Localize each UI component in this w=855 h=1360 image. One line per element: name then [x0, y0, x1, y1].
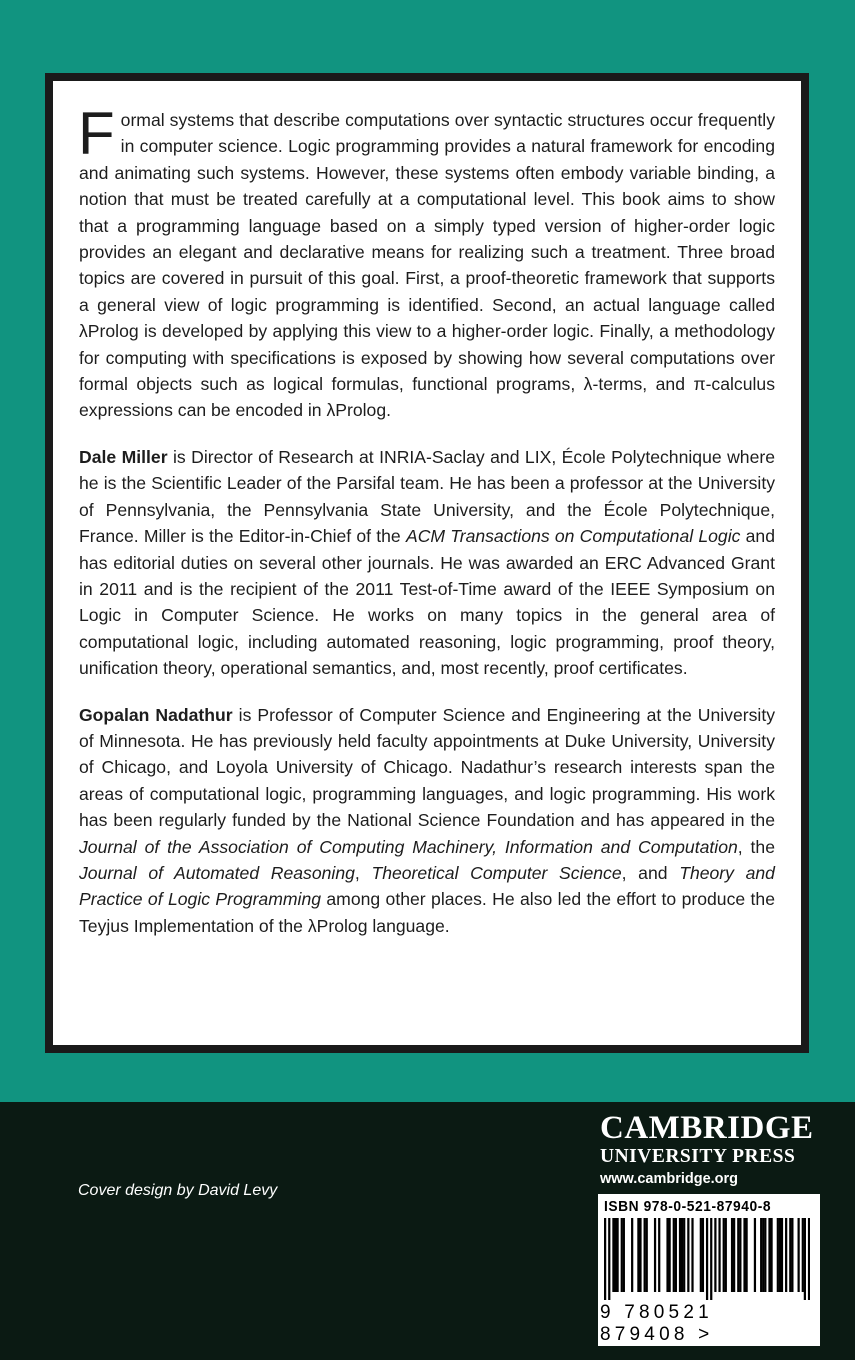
barcode-bar — [785, 1218, 787, 1292]
barcode-bar — [683, 1218, 685, 1292]
barcode-bar — [714, 1218, 716, 1292]
barcode-bar — [700, 1218, 702, 1292]
barcode-bar — [644, 1218, 646, 1292]
barcode-bar — [745, 1218, 747, 1292]
publisher-subtitle: UNIVERSITY PRESS — [600, 1146, 796, 1167]
barcode-bar — [804, 1218, 806, 1300]
barcode-bar — [614, 1218, 616, 1292]
barcode-bar — [737, 1218, 739, 1292]
author-name-miller: Dale Miller — [79, 446, 168, 467]
barcode-bar — [777, 1218, 779, 1292]
bio-miller-text-2: and has editorial duties on several other journals. He was awarded an ERC Advanced Grant in 2011 and is the recipient of the 2011 Test-of-Time award of the IEEE Symposium on Logic in Computer Science. He works on many topics in the general area of computational logic, including automated reasoning, logic programming, proof theory, unification theory, operational semantics, and, most recently, proof certificates. — [79, 526, 775, 679]
barcode-bar — [710, 1218, 712, 1300]
barcode-bar — [675, 1218, 677, 1292]
bio-nadathur-text-3: , — [354, 862, 372, 883]
barcode-bar — [687, 1218, 689, 1292]
barcode-bar — [762, 1218, 764, 1292]
barcode-bar — [673, 1218, 675, 1292]
isbn-label: ISBN 978-0-521-87940-8 — [604, 1198, 772, 1215]
barcode-icon — [604, 1218, 810, 1300]
publisher-name: CAMBRIDGE — [600, 1110, 814, 1146]
bio-nadathur-journal-3: Theoretical Computer Science — [371, 862, 622, 883]
barcode-bar — [612, 1218, 614, 1292]
barcode-bar — [654, 1218, 656, 1292]
barcode-bar — [725, 1218, 727, 1292]
text-panel-frame — [45, 73, 809, 1053]
bio-miller-text-1: is Director of Research at INRIA-Saclay and LIX, École Polytechnique where he is the Scientific Leader of the Parsifal team. He has been a professor at the University of Pennsylvania, the Pennsylvania State University, and the École Polytechnique, France. Miller is the Editor-in-Chief of the — [79, 446, 775, 547]
barcode-bar — [718, 1218, 720, 1292]
barcode-bar — [733, 1218, 735, 1292]
barcode-bar — [666, 1218, 668, 1292]
blurb-text: ormal systems that describe computations over syntactic structures occur frequently in computer science. Logic programming provides a natural framework for encoding and animating such systems. However, these systems often embody variable binding, a notion that must be treated carefully at a computational level. This book aims to show that a programming language based on a simply typed version of higher-order logic provides an elegant and declarative means for realizing such a treatment. Three broad topics are covered in pursuit of this goal. First, a proof-theoretic framework that supports a general view of logic programming is identified. Second, an actual language called λProlog is developed by applying this view to a higher-order logic. Finally, a methodology for computing with specifications is exposed by showing how several computations over formal objects such as logical formulas, functional programs, λ-terms, and π-calculus expressions can be encoded in λProlog. — [79, 110, 775, 421]
barcode-bar — [691, 1218, 693, 1292]
barcode-bar — [702, 1218, 704, 1292]
barcode-bar — [681, 1218, 683, 1292]
barcode-bar — [706, 1218, 708, 1300]
barcode-bar — [616, 1218, 618, 1292]
bio-nadathur-text-1: is Professor of Computer Science and Engineering at the University of Minnesota. He has previously held faculty appointments at Duke University, University of Chicago, and Loyola University of Chicago. Nadathur’s research interests span the areas of computational logic, programming languages, and logic programming. His work has been regularly funded by the National Science Foundation and has appeared in the — [79, 704, 775, 831]
barcode-bar — [723, 1218, 725, 1292]
barcode-bar — [637, 1218, 639, 1292]
bio-nadathur-journal-1: Journal of the Association of Computing Machinery, Information and Computation — [79, 836, 738, 857]
barcode-bar — [791, 1218, 793, 1292]
barcode-bar — [802, 1218, 804, 1292]
bio-nadathur-text-5: among other places. He also led the effort to produce the Teyjus Implementation of the λProlog language. — [79, 889, 775, 936]
barcode-bar — [621, 1218, 623, 1292]
barcode-bar — [631, 1218, 633, 1292]
barcode-digits: 9 780521 879408 > — [600, 1302, 714, 1345]
barcode-bar — [770, 1218, 772, 1292]
bio-nadathur-text-2: , the — [737, 836, 775, 857]
bio-nadathur-text-4: , and — [621, 862, 680, 883]
barcode-bar — [779, 1218, 781, 1292]
publisher-logo — [600, 1110, 822, 1190]
blurb-paragraph — [78, 100, 775, 424]
barcode-bar — [679, 1218, 681, 1292]
barcode-bar — [789, 1218, 791, 1292]
barcode-bar — [764, 1218, 766, 1292]
barcode-bar — [669, 1218, 671, 1292]
barcode-bar — [646, 1218, 648, 1292]
bio-nadathur-journal-2: Journal of Automated Reasoning — [79, 862, 355, 883]
barcode-bar — [768, 1218, 770, 1292]
barcode-bar — [739, 1218, 741, 1292]
author-bio-nadathur — [79, 702, 775, 940]
cover-credit: Cover design by David Levy — [78, 1182, 278, 1199]
barcode-bar — [781, 1218, 783, 1292]
barcode-bar — [608, 1218, 610, 1300]
barcode-bar — [754, 1218, 756, 1292]
barcode-bar — [658, 1218, 660, 1292]
author-bio-miller — [79, 444, 775, 682]
barcode-bar — [731, 1218, 733, 1292]
barcode-bar — [760, 1218, 762, 1292]
publisher-url: www.cambridge.org — [600, 1171, 739, 1187]
bio-miller-journal: ACM Transactions on Computational Logic — [405, 526, 741, 547]
barcode-bar — [743, 1218, 745, 1292]
footer-band — [0, 1102, 855, 1360]
barcode-bar — [623, 1218, 625, 1292]
barcode-bar — [808, 1218, 810, 1300]
barcode-bar — [639, 1218, 641, 1292]
text-panel — [53, 81, 801, 1045]
bio-nadathur-journal-4: Theory and Practice of Logic Programming — [79, 862, 775, 910]
drop-cap: F — [78, 100, 115, 167]
author-name-nadathur: Gopalan Nadathur — [79, 704, 233, 725]
barcode-box — [598, 1194, 820, 1346]
barcode-bar — [604, 1218, 606, 1300]
barcode-bar — [798, 1218, 800, 1292]
